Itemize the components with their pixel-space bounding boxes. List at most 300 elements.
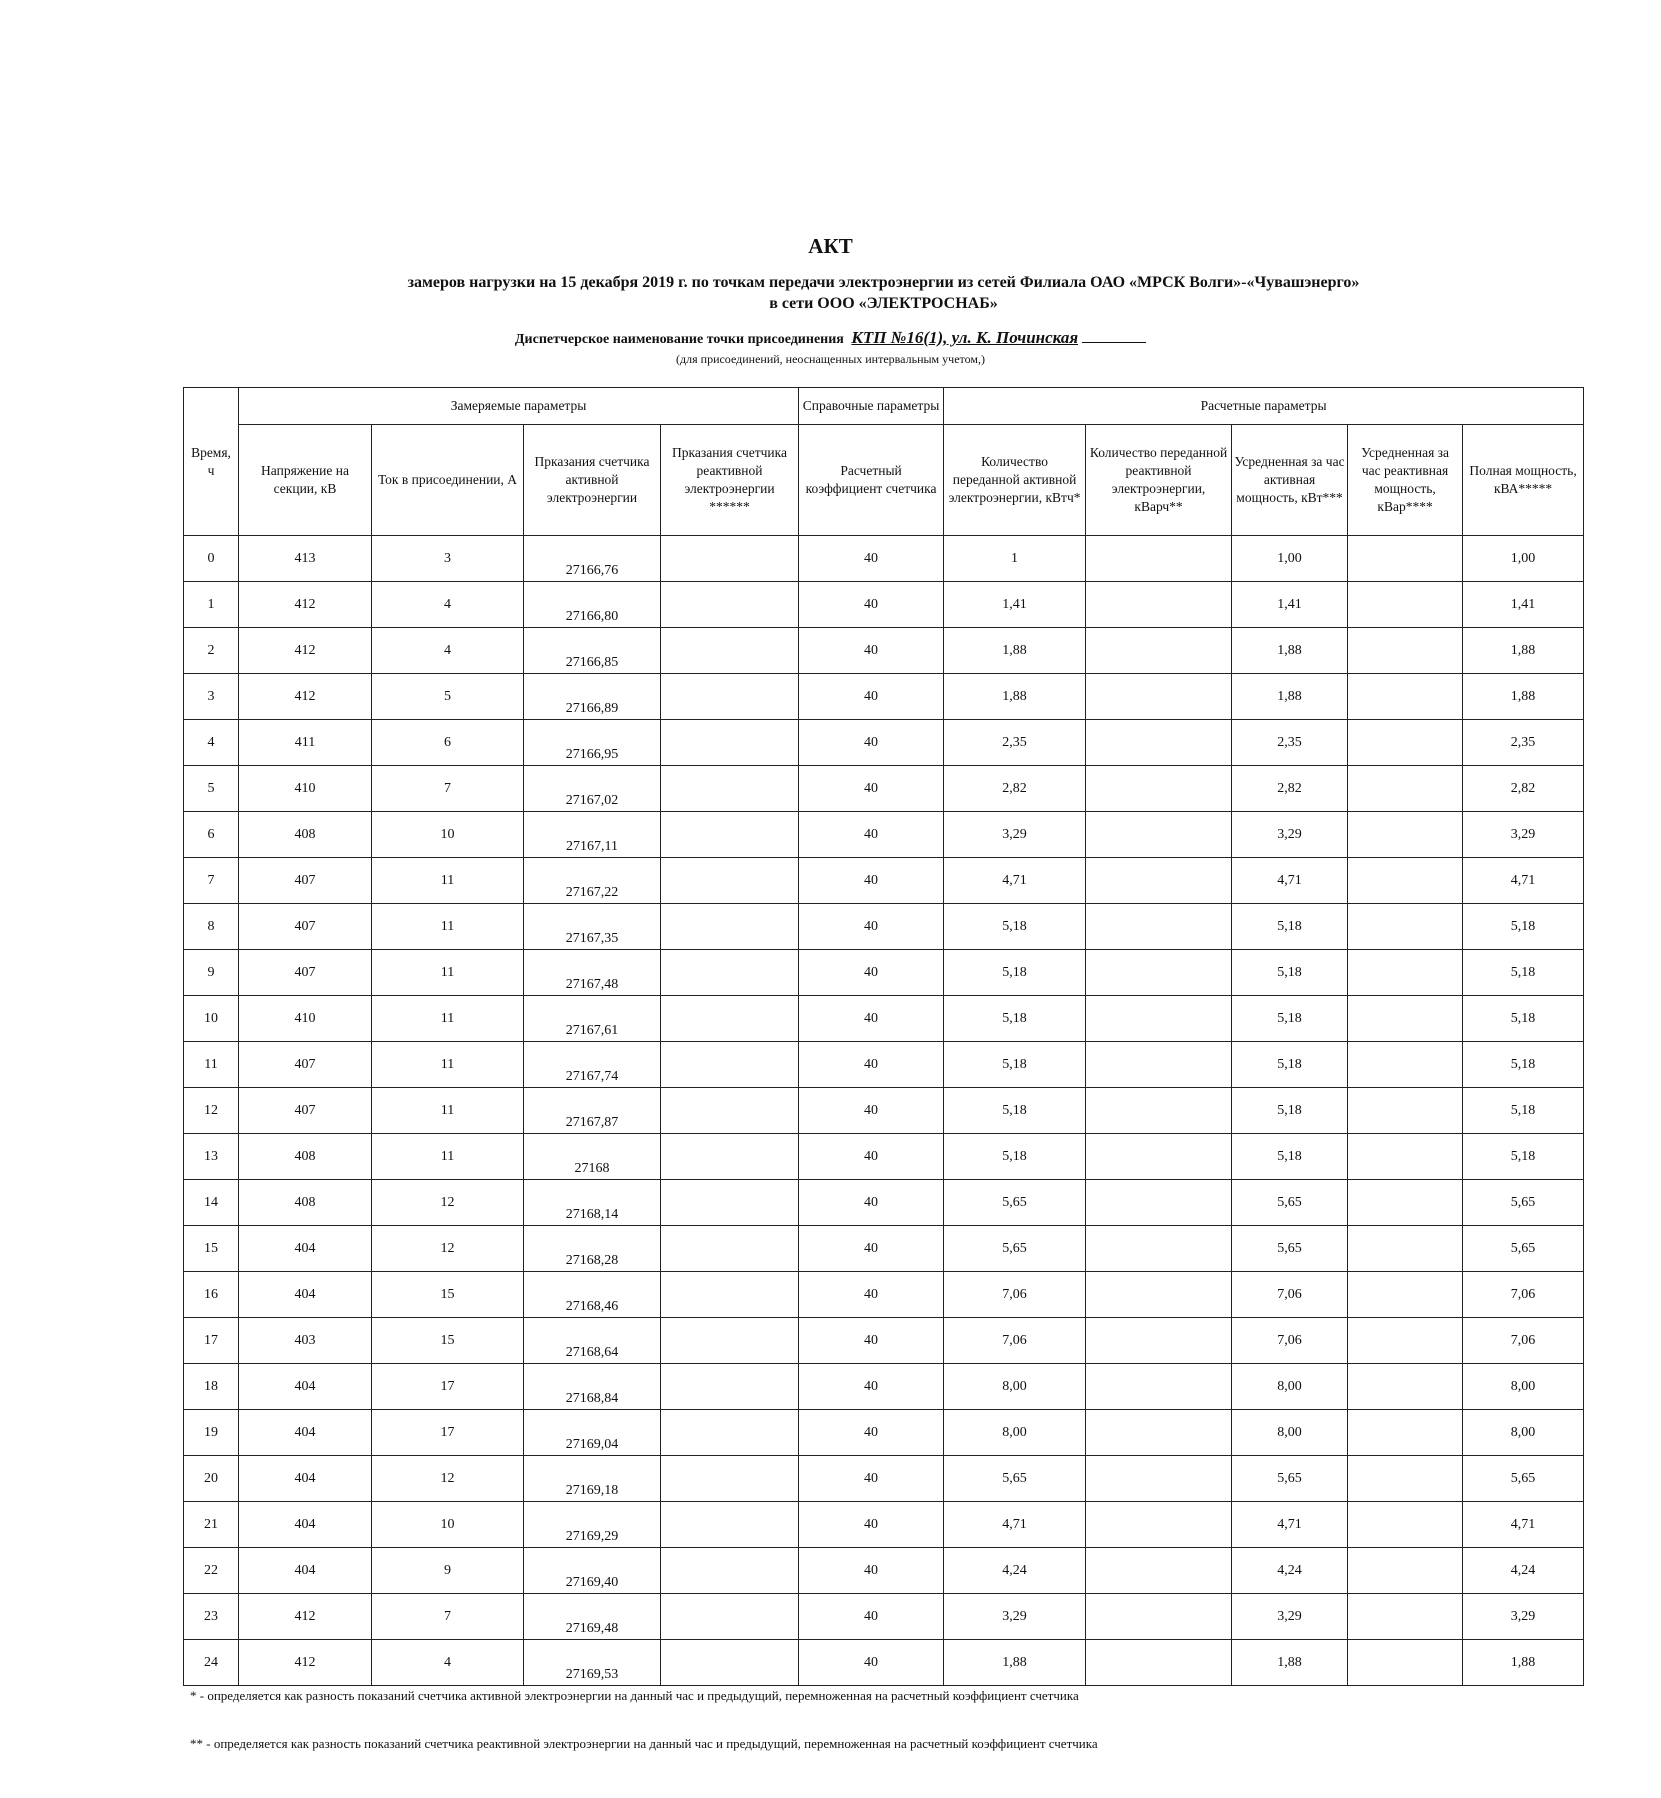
cell-reactive-energy xyxy=(1086,1640,1232,1686)
cell-reactive-energy xyxy=(1086,1134,1232,1180)
cell-meter-coefficient: 40 xyxy=(799,1042,944,1088)
cell-reactive-meter xyxy=(661,950,799,996)
cell-time: 22 xyxy=(184,1548,239,1594)
cell-active-energy: 3,29 xyxy=(944,812,1086,858)
cell-active-meter: 27167,35 xyxy=(524,904,661,950)
cell-reactive-energy xyxy=(1086,996,1232,1042)
cell-active-power: 3,29 xyxy=(1232,812,1348,858)
cell-voltage: 408 xyxy=(239,812,372,858)
table-row xyxy=(184,904,1584,950)
cell-voltage: 404 xyxy=(239,1502,372,1548)
cell-reactive-meter xyxy=(661,1318,799,1364)
cell-time: 19 xyxy=(184,1410,239,1456)
cell-current: 3 xyxy=(372,536,524,582)
dispatch-value: КТП №16(1), ул. К. Починская xyxy=(851,328,1079,347)
cell-meter-coefficient: 40 xyxy=(799,1088,944,1134)
cell-active-energy: 7,06 xyxy=(944,1318,1086,1364)
cell-reactive-energy xyxy=(1086,1456,1232,1502)
cell-reactive-power xyxy=(1348,674,1463,720)
cell-active-energy: 5,65 xyxy=(944,1180,1086,1226)
table-row xyxy=(184,766,1584,812)
table-body xyxy=(184,536,1584,1686)
cell-current: 17 xyxy=(372,1364,524,1410)
cell-voltage: 412 xyxy=(239,674,372,720)
cell-active-meter: 27168,46 xyxy=(524,1272,661,1318)
cell-time: 4 xyxy=(184,720,239,766)
dispatch-note: (для присоединений, неоснащенных интервальным учетом,) xyxy=(676,352,985,366)
table-row xyxy=(184,1548,1584,1594)
cell-meter-coefficient: 40 xyxy=(799,1180,944,1226)
cell-active-meter: 27169,18 xyxy=(524,1456,661,1502)
header-active-meter: Прказания счетчика активной электроэнергии xyxy=(524,425,661,536)
cell-reactive-energy xyxy=(1086,904,1232,950)
cell-voltage: 404 xyxy=(239,1456,372,1502)
cell-active-power: 5,18 xyxy=(1232,904,1348,950)
cell-active-meter: 27168,28 xyxy=(524,1226,661,1272)
cell-reactive-power xyxy=(1348,1548,1463,1594)
cell-voltage: 412 xyxy=(239,1594,372,1640)
cell-active-energy: 5,65 xyxy=(944,1226,1086,1272)
cell-meter-coefficient: 40 xyxy=(799,628,944,674)
cell-reactive-meter xyxy=(661,674,799,720)
cell-time: 13 xyxy=(184,1134,239,1180)
cell-active-energy: 4,24 xyxy=(944,1548,1086,1594)
cell-current: 6 xyxy=(372,720,524,766)
cell-active-energy: 2,82 xyxy=(944,766,1086,812)
cell-current: 12 xyxy=(372,1456,524,1502)
header-group-calculated: Расчетные параметры xyxy=(944,388,1584,425)
cell-active-energy: 5,65 xyxy=(944,1456,1086,1502)
cell-time: 12 xyxy=(184,1088,239,1134)
cell-voltage: 404 xyxy=(239,1226,372,1272)
cell-voltage: 404 xyxy=(239,1548,372,1594)
cell-time: 21 xyxy=(184,1502,239,1548)
cell-current: 11 xyxy=(372,1042,524,1088)
cell-active-meter: 27166,80 xyxy=(524,582,661,628)
cell-active-power: 5,18 xyxy=(1232,1042,1348,1088)
header-voltage: Напряжение на секции, кВ xyxy=(239,425,372,536)
cell-current: 15 xyxy=(372,1318,524,1364)
cell-meter-coefficient: 40 xyxy=(799,1410,944,1456)
table-row xyxy=(184,1318,1584,1364)
table-row xyxy=(184,1088,1584,1134)
cell-active-power: 5,65 xyxy=(1232,1456,1348,1502)
cell-active-meter: 27167,02 xyxy=(524,766,661,812)
cell-active-energy: 5,18 xyxy=(944,1088,1086,1134)
cell-voltage: 412 xyxy=(239,628,372,674)
cell-current: 7 xyxy=(372,1594,524,1640)
cell-meter-coefficient: 40 xyxy=(799,720,944,766)
footnote-2: ** - определяется как разность показаний счетчика реактивной электроэнергии на данный час и предыдущий, перемноженная на расчетный коэффициент счетчика xyxy=(190,1736,1098,1751)
cell-active-power: 5,18 xyxy=(1232,950,1348,996)
cell-voltage: 407 xyxy=(239,1042,372,1088)
table-row xyxy=(184,858,1584,904)
cell-reactive-power xyxy=(1348,536,1463,582)
table-row xyxy=(184,674,1584,720)
cell-active-energy: 1,41 xyxy=(944,582,1086,628)
cell-active-power: 2,35 xyxy=(1232,720,1348,766)
cell-active-power: 5,18 xyxy=(1232,1088,1348,1134)
cell-current: 10 xyxy=(372,812,524,858)
cell-reactive-power xyxy=(1348,720,1463,766)
cell-reactive-energy xyxy=(1086,1226,1232,1272)
cell-apparent-power: 5,65 xyxy=(1463,1180,1584,1226)
cell-active-energy: 2,35 xyxy=(944,720,1086,766)
cell-reactive-power xyxy=(1348,1640,1463,1686)
table-row xyxy=(184,1134,1584,1180)
cell-active-meter: 27167,87 xyxy=(524,1088,661,1134)
cell-apparent-power: 5,65 xyxy=(1463,1226,1584,1272)
cell-current: 11 xyxy=(372,1134,524,1180)
cell-reactive-power xyxy=(1348,858,1463,904)
table-row xyxy=(184,1226,1584,1272)
cell-reactive-meter xyxy=(661,1410,799,1456)
cell-reactive-meter xyxy=(661,996,799,1042)
cell-meter-coefficient: 40 xyxy=(799,996,944,1042)
subtitle-line-2: в сети ООО «ЭЛЕКТРОСНАБ» xyxy=(769,295,998,312)
cell-active-energy: 1,88 xyxy=(944,1640,1086,1686)
cell-active-energy: 5,18 xyxy=(944,950,1086,996)
cell-apparent-power: 5,18 xyxy=(1463,1042,1584,1088)
cell-active-energy: 5,18 xyxy=(944,904,1086,950)
cell-active-energy: 8,00 xyxy=(944,1364,1086,1410)
dispatch-label: Диспетчерское наименование точки присоединения xyxy=(514,332,844,347)
cell-reactive-power xyxy=(1348,1364,1463,1410)
cell-reactive-power xyxy=(1348,1134,1463,1180)
cell-active-meter: 27166,89 xyxy=(524,674,661,720)
table-row xyxy=(184,1594,1584,1640)
cell-meter-coefficient: 40 xyxy=(799,1318,944,1364)
dispatch-underline xyxy=(1082,342,1146,343)
cell-meter-coefficient: 40 xyxy=(799,1226,944,1272)
cell-time: 6 xyxy=(184,812,239,858)
cell-active-power: 5,18 xyxy=(1232,1134,1348,1180)
cell-active-power: 7,06 xyxy=(1232,1318,1348,1364)
cell-reactive-power xyxy=(1348,1180,1463,1226)
cell-apparent-power: 3,29 xyxy=(1463,812,1584,858)
cell-apparent-power: 8,00 xyxy=(1463,1364,1584,1410)
header-active-power: Усредненная за час активная мощность, кВт*** xyxy=(1232,425,1348,536)
cell-active-power: 1,88 xyxy=(1232,1640,1348,1686)
cell-apparent-power: 5,18 xyxy=(1463,996,1584,1042)
cell-reactive-meter xyxy=(661,720,799,766)
cell-reactive-meter xyxy=(661,1548,799,1594)
cell-active-energy: 1 xyxy=(944,536,1086,582)
header-time: Время, ч xyxy=(184,388,239,536)
cell-apparent-power: 5,18 xyxy=(1463,904,1584,950)
cell-voltage: 407 xyxy=(239,904,372,950)
cell-reactive-energy xyxy=(1086,1364,1232,1410)
header-reactive-energy: Количество переданной реактивной электроэнергии, кВарч** xyxy=(1086,425,1232,536)
cell-active-meter: 27169,04 xyxy=(524,1410,661,1456)
cell-reactive-energy xyxy=(1086,858,1232,904)
cell-current: 11 xyxy=(372,1088,524,1134)
cell-current: 11 xyxy=(372,996,524,1042)
cell-voltage: 408 xyxy=(239,1134,372,1180)
table-row xyxy=(184,812,1584,858)
cell-reactive-energy xyxy=(1086,1318,1232,1364)
cell-time: 9 xyxy=(184,950,239,996)
cell-active-power: 5,18 xyxy=(1232,996,1348,1042)
cell-reactive-power xyxy=(1348,1272,1463,1318)
cell-reactive-energy xyxy=(1086,582,1232,628)
cell-reactive-meter xyxy=(661,1594,799,1640)
cell-current: 4 xyxy=(372,628,524,674)
cell-meter-coefficient: 40 xyxy=(799,1364,944,1410)
cell-reactive-energy xyxy=(1086,1548,1232,1594)
cell-meter-coefficient: 40 xyxy=(799,858,944,904)
cell-time: 18 xyxy=(184,1364,239,1410)
cell-voltage: 408 xyxy=(239,1180,372,1226)
table-row xyxy=(184,1502,1584,1548)
cell-active-power: 4,71 xyxy=(1232,1502,1348,1548)
cell-reactive-power xyxy=(1348,1410,1463,1456)
table-row xyxy=(184,582,1584,628)
cell-current: 11 xyxy=(372,904,524,950)
cell-reactive-energy xyxy=(1086,720,1232,766)
cell-reactive-meter xyxy=(661,536,799,582)
cell-reactive-meter xyxy=(661,858,799,904)
cell-time: 0 xyxy=(184,536,239,582)
cell-current: 9 xyxy=(372,1548,524,1594)
cell-time: 16 xyxy=(184,1272,239,1318)
table-row xyxy=(184,1410,1584,1456)
table-row xyxy=(184,1180,1584,1226)
cell-active-energy: 3,29 xyxy=(944,1594,1086,1640)
cell-reactive-power xyxy=(1348,1088,1463,1134)
cell-current: 11 xyxy=(372,950,524,996)
header-reactive-power: Усредненная за час реактивная мощность, кВар**** xyxy=(1348,425,1463,536)
document-subtitle xyxy=(0,272,1661,314)
table-row xyxy=(184,1456,1584,1502)
cell-reactive-power xyxy=(1348,1318,1463,1364)
cell-active-meter: 27169,40 xyxy=(524,1548,661,1594)
cell-current: 17 xyxy=(372,1410,524,1456)
cell-voltage: 407 xyxy=(239,950,372,996)
cell-active-meter: 27167,11 xyxy=(524,812,661,858)
header-reactive-meter: Прказания счетчика реактивной электроэнергии ****** xyxy=(661,425,799,536)
cell-reactive-energy xyxy=(1086,812,1232,858)
cell-meter-coefficient: 40 xyxy=(799,1502,944,1548)
cell-active-meter: 27166,85 xyxy=(524,628,661,674)
cell-voltage: 404 xyxy=(239,1272,372,1318)
cell-current: 10 xyxy=(372,1502,524,1548)
cell-reactive-power xyxy=(1348,1226,1463,1272)
cell-apparent-power: 7,06 xyxy=(1463,1272,1584,1318)
cell-reactive-power xyxy=(1348,1042,1463,1088)
cell-active-power: 8,00 xyxy=(1232,1410,1348,1456)
cell-meter-coefficient: 40 xyxy=(799,1640,944,1686)
cell-reactive-energy xyxy=(1086,1180,1232,1226)
cell-active-energy: 5,18 xyxy=(944,1134,1086,1180)
cell-apparent-power: 4,24 xyxy=(1463,1548,1584,1594)
footnote-1: * - определяется как разность показаний счетчика активной электроэнергии на данный час и предыдущий, перемноженная на расчетный коэффициент счетчика xyxy=(190,1688,1079,1703)
cell-active-power: 4,24 xyxy=(1232,1548,1348,1594)
table-row xyxy=(184,628,1584,674)
cell-voltage: 404 xyxy=(239,1364,372,1410)
cell-reactive-energy xyxy=(1086,1088,1232,1134)
cell-reactive-power xyxy=(1348,1502,1463,1548)
table-row xyxy=(184,1640,1584,1686)
cell-reactive-meter xyxy=(661,1180,799,1226)
cell-current: 7 xyxy=(372,766,524,812)
cell-voltage: 412 xyxy=(239,1640,372,1686)
cell-voltage: 412 xyxy=(239,582,372,628)
cell-current: 4 xyxy=(372,1640,524,1686)
cell-meter-coefficient: 40 xyxy=(799,1134,944,1180)
cell-apparent-power: 4,71 xyxy=(1463,858,1584,904)
cell-reactive-meter xyxy=(661,1042,799,1088)
cell-apparent-power: 1,41 xyxy=(1463,582,1584,628)
cell-reactive-meter xyxy=(661,1088,799,1134)
cell-apparent-power: 1,88 xyxy=(1463,628,1584,674)
cell-active-power: 4,71 xyxy=(1232,858,1348,904)
cell-time: 17 xyxy=(184,1318,239,1364)
cell-active-meter: 27169,48 xyxy=(524,1594,661,1640)
cell-voltage: 404 xyxy=(239,1410,372,1456)
cell-reactive-meter xyxy=(661,582,799,628)
cell-voltage: 413 xyxy=(239,536,372,582)
cell-current: 4 xyxy=(372,582,524,628)
cell-apparent-power: 4,71 xyxy=(1463,1502,1584,1548)
cell-active-meter: 27167,48 xyxy=(524,950,661,996)
cell-apparent-power: 2,82 xyxy=(1463,766,1584,812)
cell-reactive-power xyxy=(1348,812,1463,858)
cell-reactive-energy xyxy=(1086,1042,1232,1088)
cell-active-energy: 1,88 xyxy=(944,628,1086,674)
cell-active-power: 5,65 xyxy=(1232,1180,1348,1226)
cell-current: 12 xyxy=(372,1226,524,1272)
table-row xyxy=(184,996,1584,1042)
header-meter-coefficient: Расчетный коэффициент счетчика xyxy=(799,425,944,536)
cell-voltage: 410 xyxy=(239,766,372,812)
cell-time: 3 xyxy=(184,674,239,720)
cell-reactive-energy xyxy=(1086,628,1232,674)
measurements-table xyxy=(183,387,1584,1686)
cell-reactive-energy xyxy=(1086,1410,1232,1456)
cell-meter-coefficient: 40 xyxy=(799,536,944,582)
table-row xyxy=(184,1042,1584,1088)
cell-time: 7 xyxy=(184,858,239,904)
cell-active-energy: 5,18 xyxy=(944,996,1086,1042)
cell-meter-coefficient: 40 xyxy=(799,1456,944,1502)
cell-active-energy: 1,88 xyxy=(944,674,1086,720)
cell-reactive-energy xyxy=(1086,1502,1232,1548)
cell-active-power: 2,82 xyxy=(1232,766,1348,812)
cell-current: 15 xyxy=(372,1272,524,1318)
cell-reactive-meter xyxy=(661,1640,799,1686)
cell-reactive-meter xyxy=(661,812,799,858)
cell-time: 5 xyxy=(184,766,239,812)
cell-reactive-energy xyxy=(1086,1272,1232,1318)
header-active-energy: Количество переданной активной электроэнергии, кВтч* xyxy=(944,425,1086,536)
cell-apparent-power: 1,00 xyxy=(1463,536,1584,582)
cell-reactive-meter xyxy=(661,628,799,674)
cell-reactive-energy xyxy=(1086,674,1232,720)
cell-time: 11 xyxy=(184,1042,239,1088)
table-row xyxy=(184,1364,1584,1410)
table-row xyxy=(184,720,1584,766)
cell-voltage: 407 xyxy=(239,1088,372,1134)
cell-time: 8 xyxy=(184,904,239,950)
cell-reactive-power xyxy=(1348,1456,1463,1502)
header-apparent-power: Полная мощность, кВА***** xyxy=(1463,425,1584,536)
dispatch-name-line xyxy=(0,328,1661,348)
cell-active-meter: 27167,61 xyxy=(524,996,661,1042)
cell-time: 20 xyxy=(184,1456,239,1502)
cell-time: 2 xyxy=(184,628,239,674)
cell-active-power: 1,41 xyxy=(1232,582,1348,628)
cell-reactive-meter xyxy=(661,1502,799,1548)
cell-active-meter: 27167,22 xyxy=(524,858,661,904)
cell-active-meter: 27168,64 xyxy=(524,1318,661,1364)
cell-reactive-meter xyxy=(661,904,799,950)
cell-meter-coefficient: 40 xyxy=(799,1272,944,1318)
cell-active-meter: 27168 xyxy=(524,1134,661,1180)
cell-reactive-power xyxy=(1348,582,1463,628)
cell-active-energy: 7,06 xyxy=(944,1272,1086,1318)
cell-time: 10 xyxy=(184,996,239,1042)
cell-time: 15 xyxy=(184,1226,239,1272)
cell-current: 11 xyxy=(372,858,524,904)
cell-apparent-power: 5,18 xyxy=(1463,950,1584,996)
cell-active-meter: 27167,74 xyxy=(524,1042,661,1088)
cell-apparent-power: 2,35 xyxy=(1463,720,1584,766)
cell-reactive-energy xyxy=(1086,1594,1232,1640)
cell-time: 1 xyxy=(184,582,239,628)
cell-voltage: 411 xyxy=(239,720,372,766)
cell-time: 23 xyxy=(184,1594,239,1640)
cell-meter-coefficient: 40 xyxy=(799,1594,944,1640)
cell-meter-coefficient: 40 xyxy=(799,904,944,950)
cell-time: 14 xyxy=(184,1180,239,1226)
cell-meter-coefficient: 40 xyxy=(799,766,944,812)
cell-meter-coefficient: 40 xyxy=(799,674,944,720)
cell-meter-coefficient: 40 xyxy=(799,582,944,628)
cell-apparent-power: 5,18 xyxy=(1463,1134,1584,1180)
table-row xyxy=(184,1272,1584,1318)
cell-reactive-power xyxy=(1348,628,1463,674)
cell-reactive-meter xyxy=(661,1134,799,1180)
cell-active-meter: 27169,29 xyxy=(524,1502,661,1548)
cell-current: 12 xyxy=(372,1180,524,1226)
cell-voltage: 403 xyxy=(239,1318,372,1364)
cell-reactive-power xyxy=(1348,950,1463,996)
cell-active-power: 1,88 xyxy=(1232,674,1348,720)
header-group-reference: Справочные параметры xyxy=(799,388,944,425)
cell-active-energy: 4,71 xyxy=(944,858,1086,904)
cell-active-power: 3,29 xyxy=(1232,1594,1348,1640)
cell-active-energy: 5,18 xyxy=(944,1042,1086,1088)
cell-active-power: 1,00 xyxy=(1232,536,1348,582)
cell-reactive-power xyxy=(1348,996,1463,1042)
cell-active-power: 8,00 xyxy=(1232,1364,1348,1410)
cell-active-meter: 27166,95 xyxy=(524,720,661,766)
cell-voltage: 407 xyxy=(239,858,372,904)
cell-reactive-power xyxy=(1348,1594,1463,1640)
cell-active-power: 5,65 xyxy=(1232,1226,1348,1272)
cell-apparent-power: 1,88 xyxy=(1463,674,1584,720)
cell-reactive-meter xyxy=(661,766,799,812)
table-row xyxy=(184,950,1584,996)
subtitle-line-1: замеров нагрузки на 15 декабря 2019 г. по точкам передачи электроэнергии из сетей Филиала ОАО «МРСК Волги»-«Чувашэнерго» xyxy=(407,274,1360,291)
cell-apparent-power: 8,00 xyxy=(1463,1410,1584,1456)
cell-voltage: 410 xyxy=(239,996,372,1042)
cell-active-energy: 8,00 xyxy=(944,1410,1086,1456)
cell-apparent-power: 5,18 xyxy=(1463,1088,1584,1134)
cell-active-meter: 27168,84 xyxy=(524,1364,661,1410)
footnotes xyxy=(190,1688,1610,1784)
